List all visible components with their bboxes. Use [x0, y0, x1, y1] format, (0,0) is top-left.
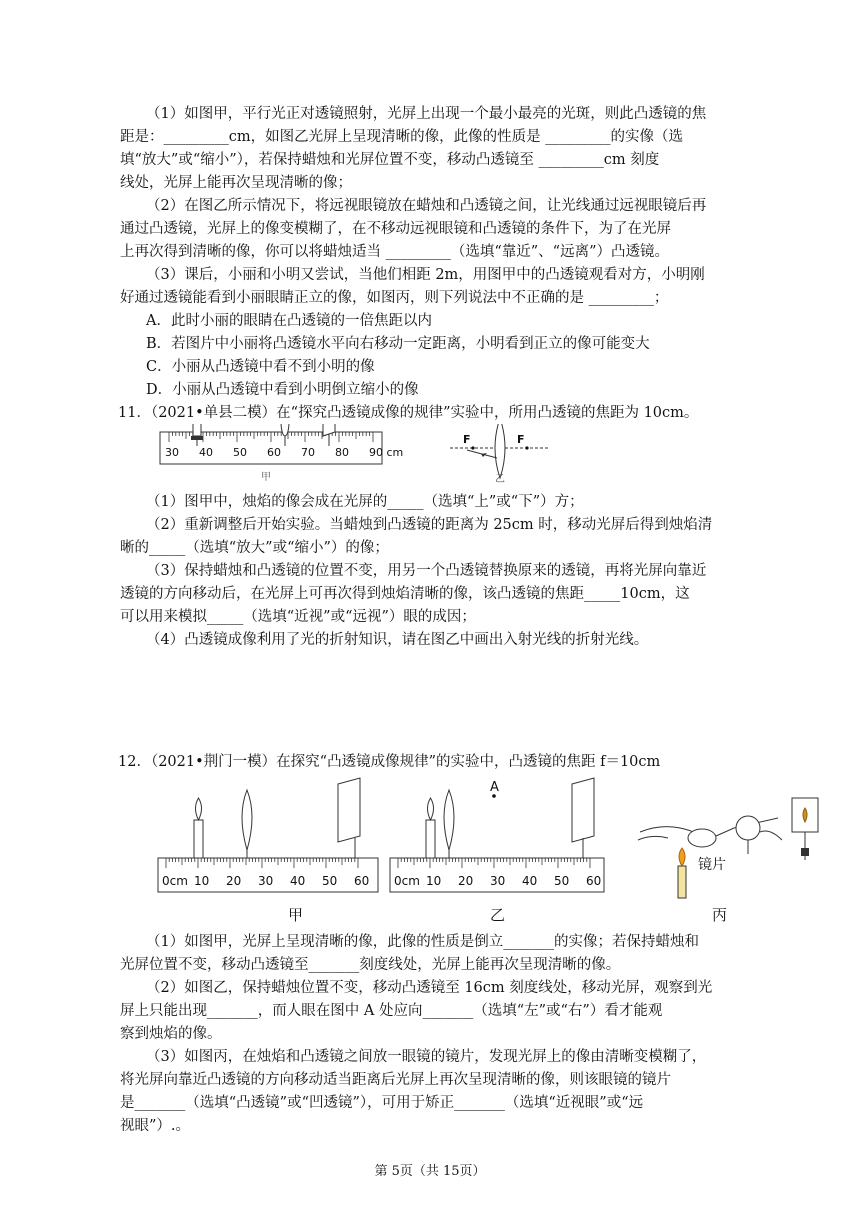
q11-line5: 透镜的方向移动后，在光屏上可再次得到烛焰清晰的像，该凸透镜的焦距_____10cm，这: [120, 586, 690, 602]
q10-p1-line2: 距是：_________cm，如图乙光屏上呈现清晰的像，此像的性质是 _________的实像（选: [120, 129, 683, 145]
q10-p1-line3: 填“放大”或“缩小”），若保持蜡烛和光屏位置不变，移动凸透镜至 _________cm 刻度: [120, 152, 660, 168]
q12-ruler-yi-label-3: 30: [490, 874, 506, 888]
q12-ruler-jia-label-3: 30: [258, 874, 274, 888]
q12-point-a: A: [490, 780, 499, 795]
q11-line4: （3）保持蜡烛和凸透镜的位置不变，用另一个凸透镜替换原来的透镜，再将光屏向靠近: [146, 563, 707, 579]
q10-option-d: D．小丽从凸透镜中看到小明倒立缩小的像: [146, 382, 419, 398]
q11-ruler-label-6: 90 cm: [369, 446, 404, 459]
q11-line2: （2）重新调整后开始实验。当蜡烛到凸透镜的距离为 25cm 时，移动光屏后得到烛焰清: [146, 517, 713, 533]
q12-ruler-jia-label-6: 60: [354, 874, 370, 888]
q12-caption-bing: 丙: [712, 906, 728, 924]
q12-ruler-yi-label-5: 50: [554, 874, 570, 888]
q12-line3: （2）如图乙，保持蜡烛位置不变，移动凸透镜至 16cm 刻度线处，移动光屏，观察到光: [146, 980, 713, 996]
q12-line8: 是_______（选填“凸透镜”或“凹透镜”），可用于矫正_______（选填“近视眼”或“远: [120, 1095, 644, 1111]
q12-line6: （3）如图丙，在烛焰和凸透镜之间放一眼镜的镜片，发现光屏上的像由清晰变模糊了，: [146, 1049, 707, 1065]
q11-f-left: F: [463, 433, 471, 446]
q12-line2: 光屏位置不变，移动凸透镜至_______刻度线处，光屏上能再次呈现清晰的像。: [120, 957, 621, 973]
q11-ruler-label-5: 80: [335, 446, 349, 459]
q10-option-a: A．此时小丽的眼睛在凸透镜的一倍焦距以内: [146, 313, 432, 329]
q10-p3-line2: 好通过透镜能看到小丽眼睛正立的像，如图丙，则下列说法中不正确的是 _________；: [120, 290, 669, 306]
q12-title: 12．（2021•荆门一模）在探究“凸透镜成像规律”的实验中，凸透镜的焦距 f＝10cm: [118, 754, 661, 770]
q11-caption-yi: 乙: [495, 474, 505, 485]
q11-figures: [155, 424, 635, 490]
q12-ruler-jia-label-0: 0cm: [162, 874, 188, 888]
q10-p2-line3: 上再次得到清晰的像，你可以将蜡烛适当 _________（选填“靠近”、“远离”）凸透镜。: [120, 244, 670, 260]
q12-line7: 将光屏向靠近凸透镜的方向移动适当距离后光屏上再次呈现清晰的像，则该眼镜的镜片: [120, 1072, 671, 1088]
q10-p2-line1: （2）在图乙所示情况下，将远视眼镜放在蜡烛和凸透镜之间，让光线通过远视眼镜后再: [146, 198, 707, 214]
page-footer: 第 5页（共 15页）: [374, 1164, 486, 1179]
q11-line7: （4）凸透镜成像利用了光的折射知识，请在图乙中画出入射光线的折射光线。: [146, 632, 649, 648]
q11-line3: 晰的_____（选填“放大”或“缩小”）的像；: [120, 540, 389, 556]
q10-p1-line4: 线处，光屏上能再次呈现清晰的像；: [120, 175, 352, 191]
q11-ruler-label-2: 50: [233, 446, 247, 459]
q11-ruler-label-3: 60: [267, 446, 281, 459]
q12-ruler-jia-label-4: 40: [290, 874, 306, 888]
q12-lens-label: 镜片: [698, 857, 726, 873]
q12-ruler-yi-label-4: 40: [522, 874, 538, 888]
q12-caption-jia: 甲: [288, 906, 304, 924]
q12-ruler-yi-label-6: 60: [586, 874, 602, 888]
q10-p2-line2: 通过凸透镜，光屏上的像变模糊了，在不移动远视眼镜和凸透镜的条件下，为了在光屏: [120, 221, 671, 237]
q11-f-right: F: [517, 433, 525, 446]
q10-option-c: C．小丽从凸透镜中看不到小明的像: [146, 359, 375, 375]
q12-ruler-jia-label-5: 50: [322, 874, 338, 888]
q11-ruler-label-4: 70: [301, 446, 315, 459]
q12-ruler-jia-label-2: 20: [226, 874, 242, 888]
q10-p3-line1: （3）课后，小丽和小明又尝试，当他们相距 2m，用图甲中的凸透镜观看对方，小明刚: [146, 267, 705, 283]
q12-figures: [150, 770, 830, 930]
q10-p1-line1: （1）如图甲，平行光正对透镜照射，光屏上出现一个最小最亮的光斑，则此凸透镜的焦: [146, 106, 707, 122]
q12-ruler-jia-label-1: 10: [194, 874, 210, 888]
q12-caption-yi: 乙: [490, 906, 506, 924]
q11-caption-jia: 甲: [261, 472, 271, 483]
q12-line1: （1）如图甲，光屏上呈现清晰的像，此像的性质是倒立_______的实像；若保持蜡烛和: [146, 934, 699, 950]
q12-fig-bing: [638, 798, 818, 898]
q12-line4: 屏上只能出现_______，而人眼在图中 A 处应向_______（选填“左”或“右”）看才能观: [120, 1003, 663, 1019]
q12-line9: 视眼”）.。: [120, 1118, 191, 1134]
q11-line6: 可以用来模拟_____（选填“近视”或“远视”）眼的成因；: [120, 609, 476, 625]
q12-ruler-yi-label-0: 0cm: [394, 874, 420, 888]
q10-option-b: B．若图片中小丽将凸透镜水平向右移动一定距离，小明看到正立的像可能变大: [146, 336, 650, 352]
q11-line1: （1）图甲中，烛焰的像会成在光屏的_____（选填“上”或“下”）方；: [146, 494, 584, 510]
q12-ruler-yi-label-1: 10: [426, 874, 442, 888]
q12-ruler-yi-label-2: 20: [458, 874, 474, 888]
q11-ruler-label-0: 30: [165, 446, 179, 459]
q12-line5: 察到烛焰的像。: [120, 1026, 222, 1042]
q11-title: 11．（2021•单县二模）在“探究凸透镜成像的规律”实验中，所用凸透镜的焦距为 10cm。: [118, 405, 699, 421]
q11-ruler-label-1: 40: [199, 446, 213, 459]
